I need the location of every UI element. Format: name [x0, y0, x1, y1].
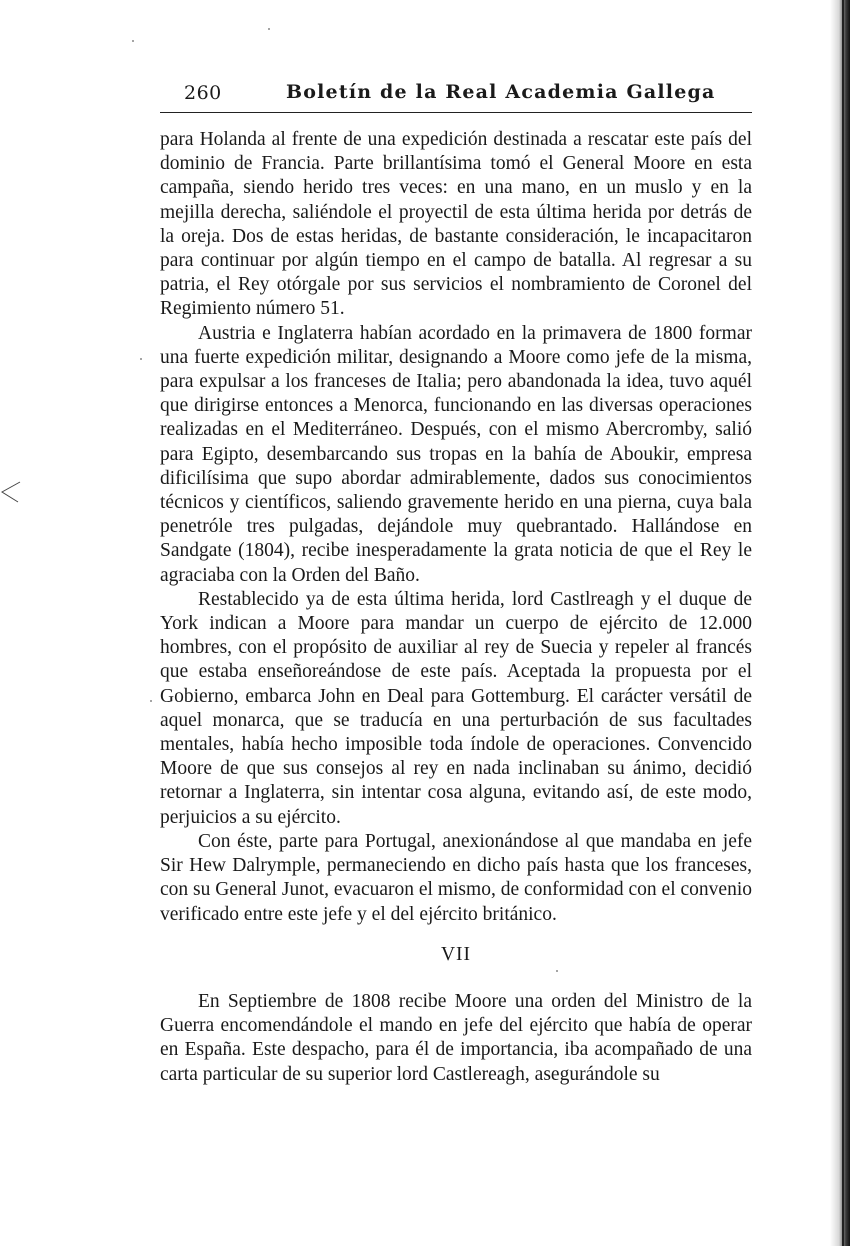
page-edge-shadow: [830, 0, 850, 1246]
speck: [268, 28, 270, 30]
speck: [556, 970, 558, 972]
speck: [132, 40, 134, 42]
header-rule: [160, 112, 752, 113]
page-edge-line: [842, 0, 844, 1246]
section-heading: VII: [440, 944, 472, 965]
paragraph: para Holanda al frente de una expedición destinada a rescatar este país del dominio de Francia. Parte brillantísima tomó el General Moore en esta campaña, siendo herido tres veces: en una mano, en un muslo y en la mejilla derecha, saliéndole el proyectil de esta última herida por detrás de la oreja. Dos de estas heridas, de bastante consideración, le incapacitaron para continuar por algún tiempo en el campo de batalla. Al regresar a su patria, el Rey otórgale por sus servicios el nombramiento de Coronel del Regimiento número 51.: [160, 129, 752, 320]
page-header: [160, 78, 752, 110]
main-text: [160, 128, 752, 927]
paragraph: En Septiembre de 1808 recibe Moore una orden del Ministro de la Guerra encomendándole el mando en jefe del ejército que había de operar en España. Este despacho, para él de importancia, iba acompañado de una carta particular de su superior lord Castlereagh, asegurándole su: [160, 991, 752, 1085]
paragraph: Con éste, parte para Portugal, anexionándose al que mandaba en jefe Sir Hew Dalrymple, permaneciendo en dicho país hasta que los franceses, con su General Junot, evacuaron el mismo, de conformidad con el convenio verificado entre este jefe y el del ejército británico.: [160, 830, 752, 925]
speck: [150, 700, 152, 702]
paragraph: Austria e Inglaterra habían acordado en la primavera de 1800 formar una fuerte expedición militar, designando a Moore como jefe de la misma, para expulsar a los franceses de Italia; pero abandonada la idea, tuvo aquél que dirigirse entonces a Menorca, funcionando en las diversas operaciones realizadas en el Mediterráneo. Después, con el mismo Abercromby, salió para Egipto, desembarcando sus tropas en la bahía de Aboukir, empresa dificilísima que supo abordar admirablemente, dados sus conocimientos técnicos y científicos, saliendo gravemente herido en una pierna, cuya bala penetróle tres pulgadas, dejándole muy quebrantado. Hallándose en Sandgate (1804), recibe inesperadamente la grata noticia de que el Rey le agraciaba con la Orden del Baño.: [160, 322, 752, 586]
page-number: 260: [184, 82, 222, 104]
section-text: [160, 990, 752, 1087]
margin-mark: [0, 480, 22, 504]
paragraph: Restablecido ya de esta última herida, lord Castlreagh y el duque de York indican a Moore para mandar un cuerpo de ejército de 12.000 hombres, con el propósito de auxiliar al rey de Suecia y repeler al francés que estaba enseñoreándose de este país. Aceptada la propuesta por el Gobierno, embarca John en Deal para Gottemburg. El carácter versátil de aquel monarca, que se traducía en una perturbación de sus facultades mentales, había hecho imposible toda índole de operaciones. Convencido Moore de que sus consejos al rey en nada inclinaban su ánimo, decidió retornar a Inglaterra, sin intentar cosa alguna, evitando así, de este modo, perjuicios a su ejército.: [160, 588, 752, 828]
speck: [140, 358, 142, 360]
running-title: Boletín de la Real Academia Gallega: [286, 81, 716, 103]
